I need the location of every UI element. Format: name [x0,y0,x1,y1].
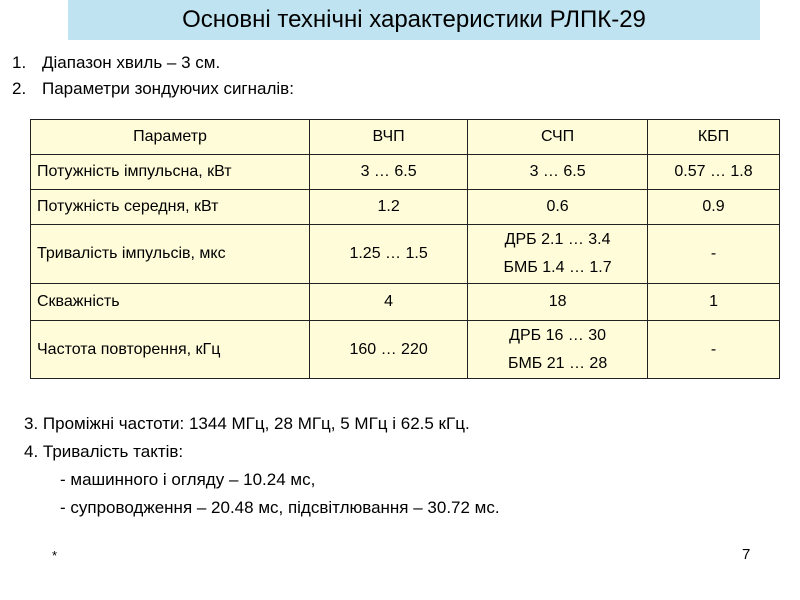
slide-number: 7 [742,546,751,563]
param-name: Скважність [31,284,310,321]
header-cell: ВЧП [310,120,468,155]
intro-number: 1. [12,53,27,72]
table-cell: 160 … 220 [310,321,468,379]
table-cell: 0.6 [468,190,648,225]
cell-line: ДРБ 16 … 30 [509,326,607,344]
cell-line: БМБ 1.4 … 1.7 [503,259,612,276]
cell-line: ДРБ 2.1 … 3.4 [504,231,611,248]
notes-block [24,410,500,522]
header-cell: Параметр [31,120,310,155]
param-name: Тривалість імпульсів, мкс [31,225,310,284]
title-bar [68,0,760,40]
table-cell: - [648,225,780,284]
param-name: Частота повторення, кГц [31,321,310,379]
table-cell [468,321,648,379]
intro-item [12,76,294,102]
intro-number: 2. [12,79,27,98]
table-cell: 1.2 [310,190,468,225]
footer-date-placeholder: * [52,548,58,563]
param-name: Потужність середня, кВт [31,190,310,225]
header-cell: КБП [648,120,780,155]
note-item: 3. Проміжні частоти: 1344 МГц, 28 МГц, 5 МГц і 62.5 кГц. [24,414,470,433]
table-cell: 3 … 6.5 [310,155,468,190]
parameters-table [30,119,780,379]
table-cell: 4 [310,284,468,321]
note-subitem: - машинного і огляду – 10.24 мс, [60,470,316,489]
table-cell: 0.57 … 1.8 [648,155,780,190]
table-row [31,284,780,321]
intro-list [12,50,294,102]
table-cell: 18 [468,284,648,321]
intro-item [12,50,294,76]
intro-text: Діапазон хвиль – 3 см. [42,53,221,72]
table-cell: 0.9 [648,190,780,225]
table-row [31,190,780,225]
param-name: Потужність імпульсна, кВт [31,155,310,190]
intro-text: Параметри зондуючих сигналів: [42,79,294,98]
table-cell: 1 [648,284,780,321]
table-row [31,155,780,190]
cell-line: БМБ 21 … 28 [507,354,608,372]
table-cell [468,225,648,284]
note-item: 4. Тривалість тактів: [24,442,184,461]
slide-title: Основні технічні характеристики РЛПК-29 [182,6,646,33]
table-cell: 3 … 6.5 [468,155,648,190]
header-cell: СЧП [468,120,648,155]
table-cell: 1.25 … 1.5 [310,225,468,284]
note-subitem: - супроводження – 20.48 мс, підсвітлювання – 30.72 мс. [60,498,500,517]
table-header-row [31,120,780,155]
table-row [31,321,780,379]
table-row [31,225,780,284]
table-cell: - [648,321,780,379]
